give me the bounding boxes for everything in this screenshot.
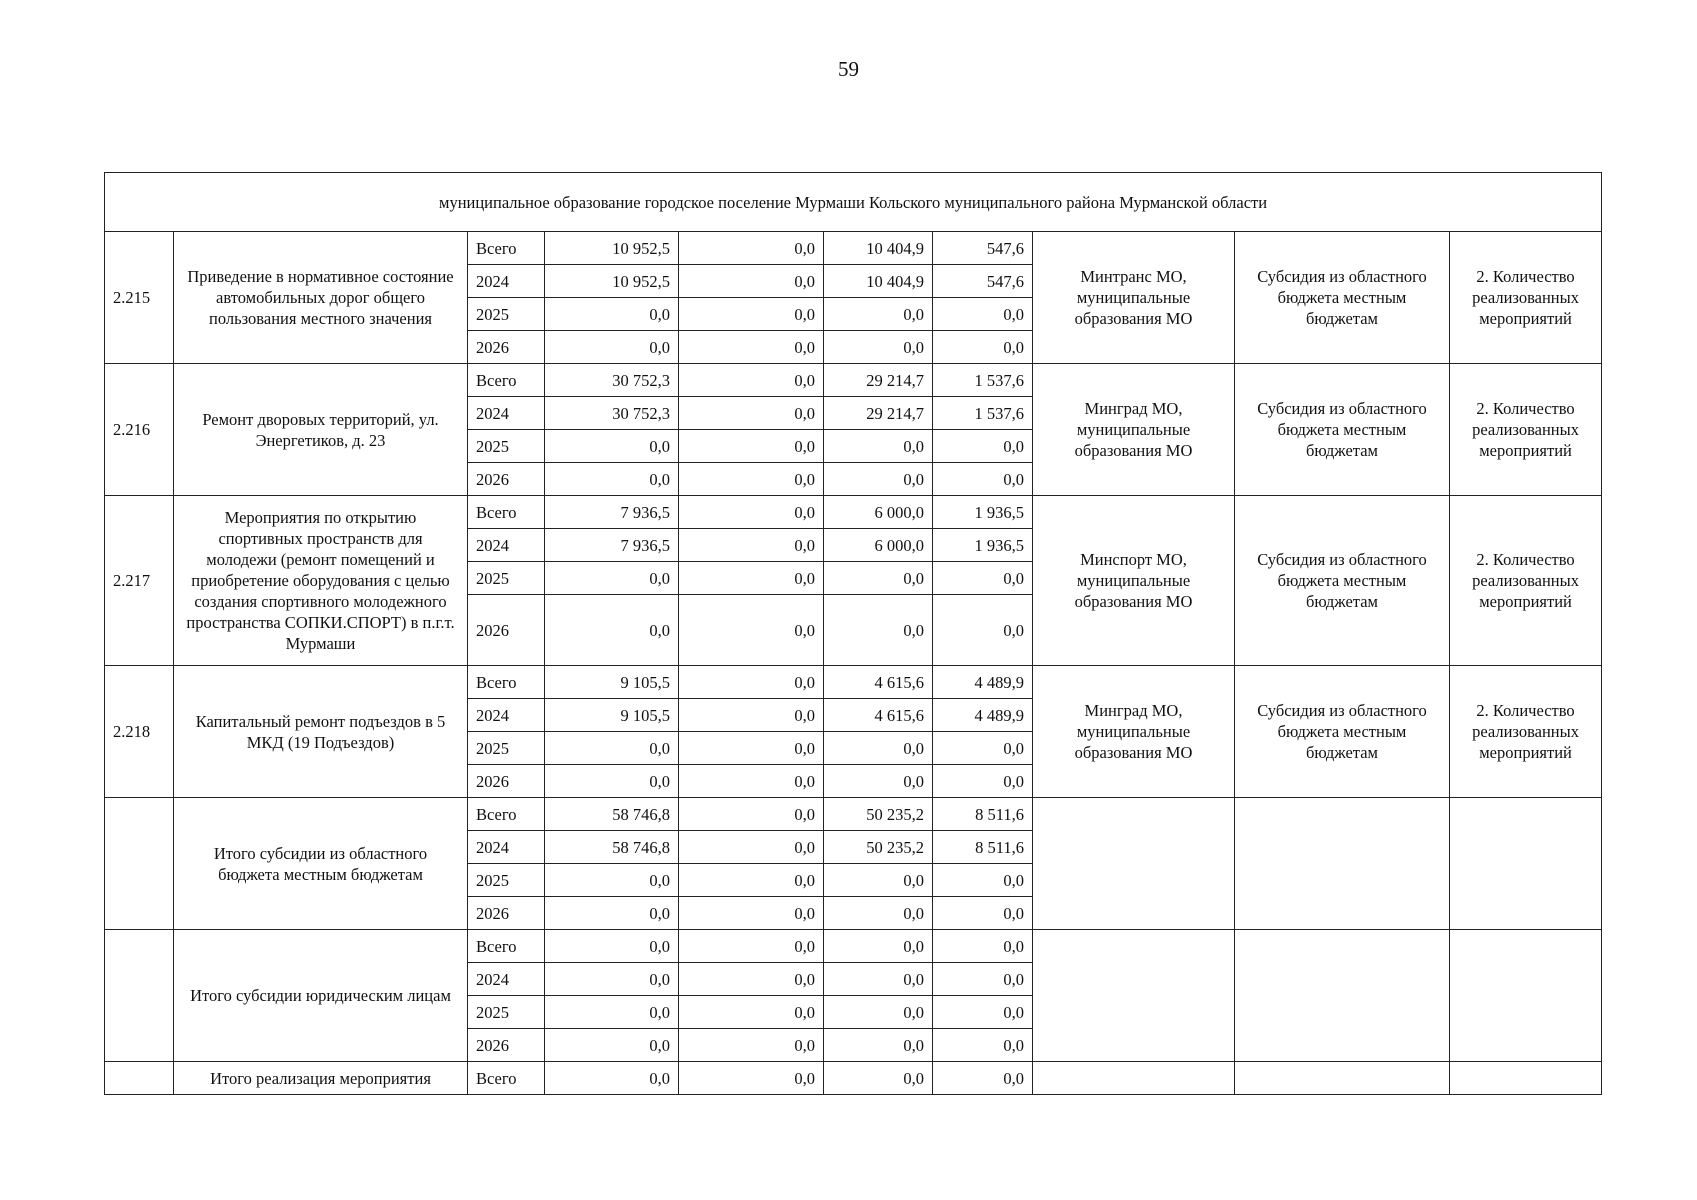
federal-budget-cell: 0,0 [679,232,824,265]
funding-type-empty [1235,798,1450,930]
regional-budget-cell: 0,0 [824,996,933,1029]
regional-budget-cell: 10 404,9 [824,232,933,265]
final-name: Итого реализация мероприятия [174,1062,468,1095]
total-cell: 0,0 [545,298,679,331]
executor-empty [1033,930,1235,1062]
executor-cell: Минспорт МО, муниципальные образования МО [1033,496,1235,666]
federal-budget-cell: 0,0 [679,463,824,496]
local-budget-cell: 0,0 [933,765,1033,798]
federal-budget-cell: 0,0 [679,798,824,831]
indicator-cell: 2. Количество реализованных мероприятий [1450,364,1602,496]
measure-name: Мероприятия по открытию спортивных пространств для молодежи (ремонт помещений и приобретение оборудования с целью создания спортивного молодежного пространства СОПКИ.СПОРТ) в п.г.т. Мурмаши [174,496,468,666]
federal-budget-cell: 0,0 [679,930,824,963]
period-cell: 2025 [468,430,545,463]
local-budget-cell: 0,0 [933,1029,1033,1062]
funding-type-empty [1235,1062,1450,1095]
total-cell: 0,0 [545,463,679,496]
total-cell: 0,0 [545,732,679,765]
federal-budget-cell: 0,0 [679,430,824,463]
final-number-empty [105,1062,174,1095]
local-budget-cell: 0,0 [933,331,1033,364]
local-budget-cell: 1 537,6 [933,364,1033,397]
measure-number: 2.217 [105,496,174,666]
total-cell: 0,0 [545,996,679,1029]
total-cell: 7 936,5 [545,529,679,562]
total-cell: 10 952,5 [545,232,679,265]
total-cell: 0,0 [545,562,679,595]
total-name: Итого субсидии юридическим лицам [174,930,468,1062]
period-cell: 2024 [468,831,545,864]
period-cell: 2025 [468,298,545,331]
indicator-cell: 2. Количество реализованных мероприятий [1450,496,1602,666]
total-cell: 0,0 [545,1062,679,1095]
federal-budget-cell: 0,0 [679,699,824,732]
local-budget-cell: 4 489,9 [933,699,1033,732]
executor-cell: Минград МО, муниципальные образования МО [1033,364,1235,496]
federal-budget-cell: 0,0 [679,265,824,298]
total-cell: 9 105,5 [545,699,679,732]
regional-budget-cell: 0,0 [824,897,933,930]
local-budget-cell: 1 936,5 [933,496,1033,529]
total-cell: 0,0 [545,963,679,996]
budget-table [104,172,1602,1095]
regional-budget-cell: 0,0 [824,930,933,963]
local-budget-cell: 0,0 [933,996,1033,1029]
total-cell: 58 746,8 [545,798,679,831]
regional-budget-cell: 0,0 [824,298,933,331]
indicator-cell: 2. Количество реализованных мероприятий [1450,232,1602,364]
funding-type-cell: Субсидия из областного бюджета местным бюджетам [1235,496,1450,666]
period-cell: Всего [468,1062,545,1095]
local-budget-cell: 0,0 [933,298,1033,331]
total-cell: 0,0 [545,430,679,463]
federal-budget-cell: 0,0 [679,331,824,364]
regional-budget-cell: 0,0 [824,562,933,595]
total-number-empty [105,798,174,930]
funding-type-cell: Субсидия из областного бюджета местным бюджетам [1235,666,1450,798]
total-cell: 10 952,5 [545,265,679,298]
regional-budget-cell: 0,0 [824,430,933,463]
table-row [105,496,1602,529]
local-budget-cell: 0,0 [933,864,1033,897]
regional-budget-cell: 0,0 [824,331,933,364]
funding-type-empty [1235,930,1450,1062]
total-cell: 9 105,5 [545,666,679,699]
regional-budget-cell: 29 214,7 [824,397,933,430]
period-cell: Всего [468,798,545,831]
period-cell: 2025 [468,562,545,595]
period-cell: Всего [468,666,545,699]
total-cell: 7 936,5 [545,496,679,529]
final-total-row [105,1062,1602,1095]
period-cell: 2024 [468,963,545,996]
period-cell: 2024 [468,529,545,562]
total-cell: 0,0 [545,864,679,897]
period-cell: Всего [468,364,545,397]
local-budget-cell: 0,0 [933,732,1033,765]
local-budget-cell: 1 537,6 [933,397,1033,430]
regional-budget-cell: 0,0 [824,1062,933,1095]
period-cell: Всего [468,496,545,529]
regional-budget-cell: 0,0 [824,463,933,496]
federal-budget-cell: 0,0 [679,529,824,562]
indicator-empty [1450,798,1602,930]
measure-number: 2.216 [105,364,174,496]
period-cell: Всего [468,232,545,265]
period-cell: Всего [468,930,545,963]
total-cell: 0,0 [545,595,679,666]
page-number: 59 [838,57,859,81]
federal-budget-cell: 0,0 [679,963,824,996]
local-budget-cell: 547,6 [933,265,1033,298]
regional-budget-cell: 50 235,2 [824,798,933,831]
local-budget-cell: 0,0 [933,930,1033,963]
regional-budget-cell: 29 214,7 [824,364,933,397]
regional-budget-cell: 0,0 [824,765,933,798]
total-cell: 30 752,3 [545,364,679,397]
federal-budget-cell: 0,0 [679,1062,824,1095]
measure-number: 2.218 [105,666,174,798]
regional-budget-cell: 4 615,6 [824,666,933,699]
local-budget-cell: 8 511,6 [933,831,1033,864]
regional-budget-cell: 50 235,2 [824,831,933,864]
total-cell: 0,0 [545,1029,679,1062]
indicator-empty [1450,930,1602,1062]
local-budget-cell: 547,6 [933,232,1033,265]
regional-budget-cell: 6 000,0 [824,496,933,529]
federal-budget-cell: 0,0 [679,765,824,798]
regional-budget-cell: 0,0 [824,1029,933,1062]
federal-budget-cell: 0,0 [679,298,824,331]
measure-name: Ремонт дворовых территорий, ул. Энергетиков, д. 23 [174,364,468,496]
regional-budget-cell: 0,0 [824,595,933,666]
period-cell: 2026 [468,331,545,364]
period-cell: 2026 [468,897,545,930]
indicator-cell: 2. Количество реализованных мероприятий [1450,666,1602,798]
federal-budget-cell: 0,0 [679,364,824,397]
local-budget-cell: 0,0 [933,562,1033,595]
local-budget-cell: 0,0 [933,463,1033,496]
federal-budget-cell: 0,0 [679,397,824,430]
measure-number: 2.215 [105,232,174,364]
local-budget-cell: 4 489,9 [933,666,1033,699]
table-row [105,364,1602,397]
federal-budget-cell: 0,0 [679,831,824,864]
local-budget-cell: 8 511,6 [933,798,1033,831]
regional-budget-cell: 0,0 [824,732,933,765]
executor-cell: Минград МО, муниципальные образования МО [1033,666,1235,798]
executor-cell: Минтранс МО, муниципальные образования МО [1033,232,1235,364]
executor-empty [1033,1062,1235,1095]
period-cell: 2024 [468,265,545,298]
table-row [105,666,1602,699]
executor-empty [1033,798,1235,930]
local-budget-cell: 0,0 [933,897,1033,930]
local-budget-cell: 0,0 [933,595,1033,666]
local-budget-cell: 0,0 [933,430,1033,463]
funding-type-cell: Субсидия из областного бюджета местным бюджетам [1235,364,1450,496]
federal-budget-cell: 0,0 [679,562,824,595]
measure-name: Капитальный ремонт подъездов в 5 МКД (19 Подъездов) [174,666,468,798]
period-cell: 2024 [468,397,545,430]
measure-name: Приведение в нормативное состояние автомобильных дорог общего пользования местного значения [174,232,468,364]
section-header: муниципальное образование городское поселение Мурмаши Кольского муниципального района Мурманской области [105,173,1602,232]
local-budget-cell: 0,0 [933,1062,1033,1095]
total-cell: 58 746,8 [545,831,679,864]
federal-budget-cell: 0,0 [679,864,824,897]
period-cell: 2026 [468,463,545,496]
federal-budget-cell: 0,0 [679,595,824,666]
total-row [105,930,1602,963]
regional-budget-cell: 0,0 [824,864,933,897]
total-name: Итого субсидии из областного бюджета местным бюджетам [174,798,468,930]
federal-budget-cell: 0,0 [679,1029,824,1062]
federal-budget-cell: 0,0 [679,666,824,699]
federal-budget-cell: 0,0 [679,996,824,1029]
period-cell: 2025 [468,732,545,765]
period-cell: 2026 [468,765,545,798]
regional-budget-cell: 0,0 [824,963,933,996]
period-cell: 2026 [468,1029,545,1062]
local-budget-cell: 1 936,5 [933,529,1033,562]
federal-budget-cell: 0,0 [679,496,824,529]
table-row [105,232,1602,265]
total-number-empty [105,930,174,1062]
total-cell: 0,0 [545,930,679,963]
period-cell: 2025 [468,864,545,897]
total-cell: 0,0 [545,765,679,798]
local-budget-cell: 0,0 [933,963,1033,996]
federal-budget-cell: 0,0 [679,732,824,765]
total-cell: 30 752,3 [545,397,679,430]
funding-type-cell: Субсидия из областного бюджета местным бюджетам [1235,232,1450,364]
regional-budget-cell: 10 404,9 [824,265,933,298]
federal-budget-cell: 0,0 [679,897,824,930]
regional-budget-cell: 4 615,6 [824,699,933,732]
period-cell: 2024 [468,699,545,732]
period-cell: 2025 [468,996,545,1029]
total-cell: 0,0 [545,331,679,364]
total-cell: 0,0 [545,897,679,930]
total-row [105,798,1602,831]
period-cell: 2026 [468,595,545,666]
regional-budget-cell: 6 000,0 [824,529,933,562]
indicator-empty [1450,1062,1602,1095]
